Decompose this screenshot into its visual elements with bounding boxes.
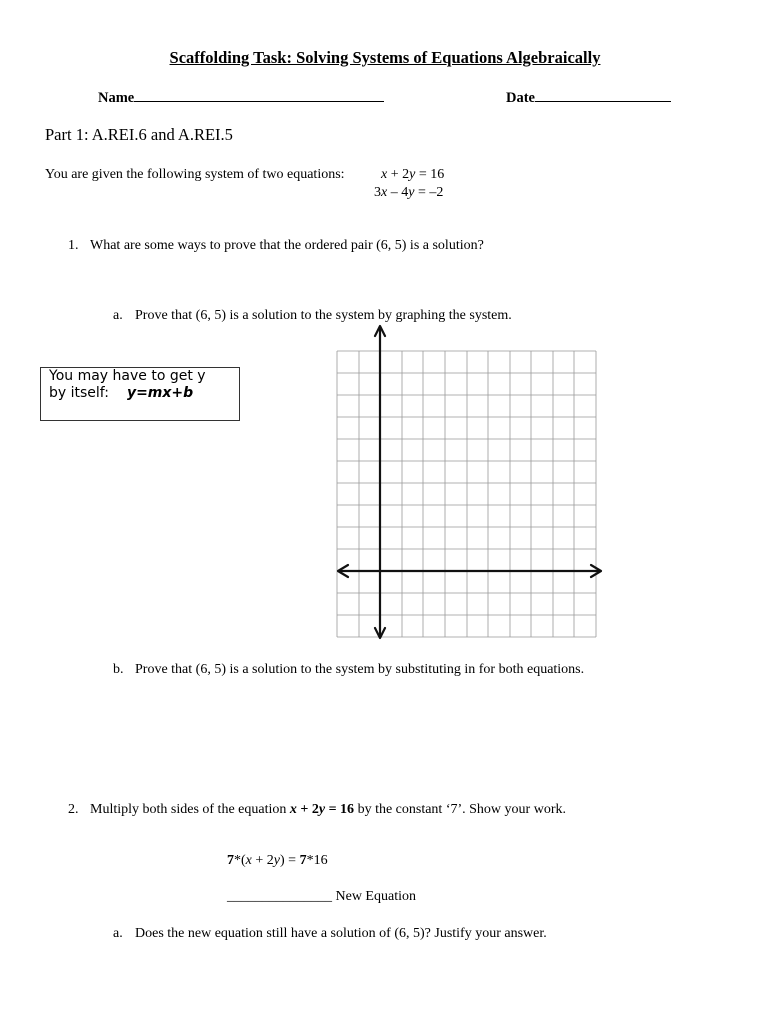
equation-1: x + 2y = 16	[381, 167, 445, 182]
grid-lines	[337, 351, 596, 637]
date-label: Date	[506, 90, 535, 106]
new-equation-label: New Equation	[332, 889, 416, 904]
worksheet-title: Scaffolding Task: Solving Systems of Equations Algebraically	[169, 48, 601, 67]
slope-intercept-formula: y=mx+b	[126, 385, 194, 401]
question-2a: a. Does the new equation still have a solution of (6, 5)? Justify your answer.	[113, 926, 547, 941]
date-blank[interactable]	[535, 87, 671, 102]
new-equation-line[interactable]	[227, 889, 416, 905]
hint-line-2: by itself: y=mx+b	[49, 385, 194, 401]
part-heading: Part 1: A.REI.6 and A.REI.5	[45, 125, 233, 144]
date-field[interactable]	[506, 87, 671, 107]
new-equation-blank[interactable]: _______________	[227, 889, 332, 904]
name-label: Name	[98, 90, 135, 106]
hint-box	[40, 367, 240, 421]
name-blank[interactable]	[134, 87, 384, 102]
question-1a: a. Prove that (6, 5) is a solution to the system by graphing the system.	[113, 308, 512, 323]
question-1b: b. Prove that (6, 5) is a solution to the system by substituting in for both equations.	[113, 662, 585, 677]
question-1: 1. What are some ways to prove that the ordered pair (6, 5) is a solution?	[68, 238, 484, 253]
question-2: 2. Multiply both sides of the equation x + 2y = 16 by the constant ‘7’. Show your work.	[68, 802, 566, 817]
work-line: 7*(x + 2y) = 7*16	[227, 853, 328, 868]
coordinate-grid[interactable]	[334, 322, 606, 642]
hint-line-1: You may have to get y	[49, 368, 206, 384]
given-text: You are given the following system of two equations:	[45, 167, 345, 182]
equation-2: 3x – 4y = –2	[374, 185, 444, 200]
name-field[interactable]	[98, 87, 384, 107]
